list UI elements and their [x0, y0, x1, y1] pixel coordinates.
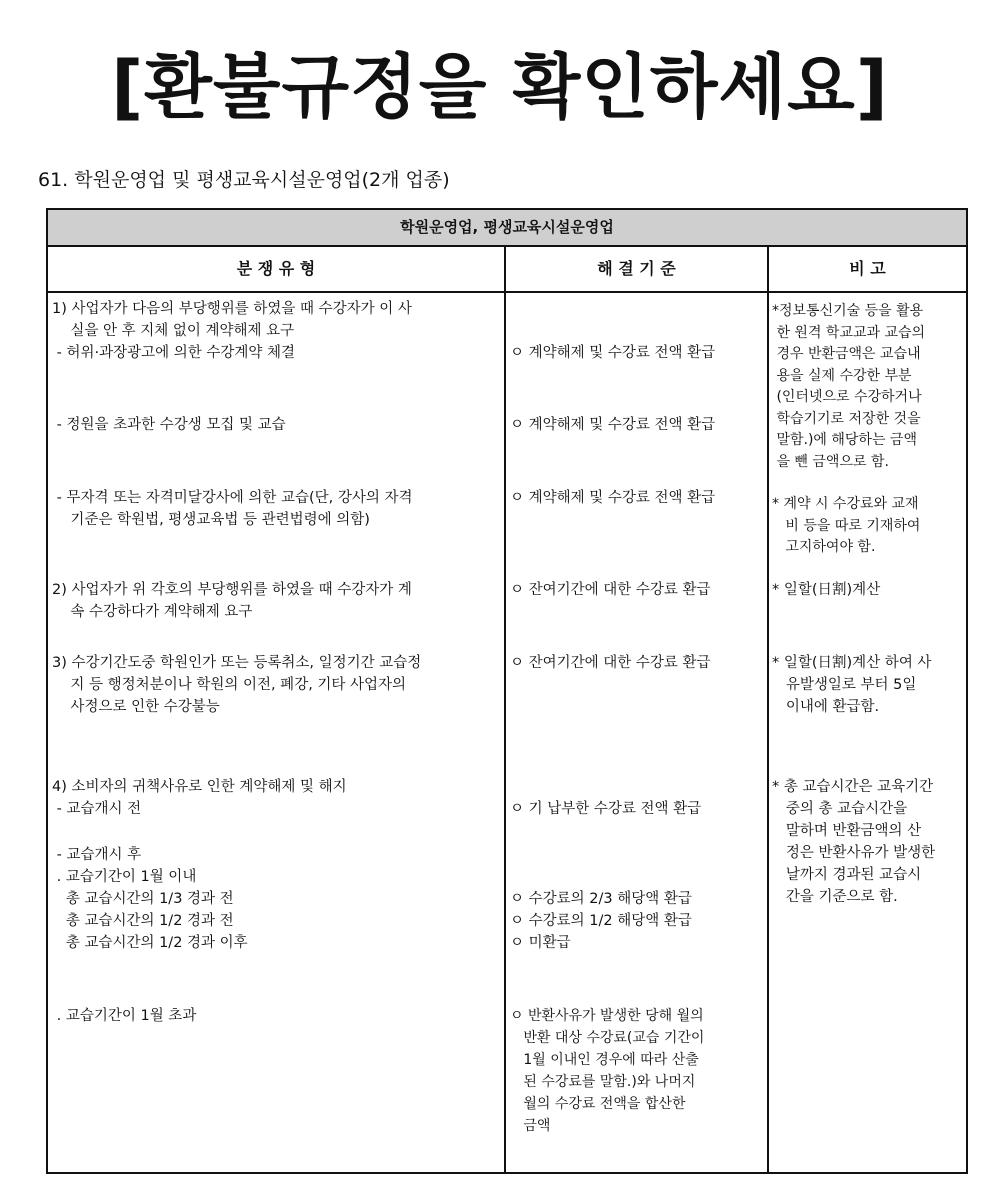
remark-contract-notice: * 계약 시 수강료와 교재 비 등을 따로 기재하여 고지하여야 함.	[772, 496, 921, 555]
resolution-row-4: ㅇ 잔여기간에 대한 수강료 환급	[510, 582, 711, 598]
resolution-within-item: ㅇ 수강료의 2/3 해당액 환급	[510, 891, 692, 907]
dispute-row-5: 3) 수강기간도중 학원인가 또는 등록취소, 일정기간 교습정 지 등 행정처분이나 학원의 이전, 폐강, 기타 사업자의 사정으로 인한 수강불능	[52, 655, 422, 715]
column-header-dispute-type: 분 쟁 유 형	[48, 247, 504, 293]
dispute-row-3: - 무자격 또는 자격미달강사에 의한 교습(단, 강사의 자격 기준은 학원법, 평생교육법 등 관련법령에 의함)	[56, 490, 413, 528]
remark-row-5: * 일할(日割)계산 하여 사 유발생일로 부터 5일 이내에 환급함.	[772, 655, 932, 715]
remark-row-6: * 총 교습시간은 교육기간 중의 총 교습시간을 말하며 반환금액의 산 정은 반환사유가 발생한 날까지 경과된 교습시 간을 기준으로 함.	[772, 779, 936, 905]
resolution-within-item: ㅇ 미환급	[510, 935, 571, 951]
column-divider	[504, 247, 506, 1172]
dispute-row-2: - 정원을 초과한 수강생 모집 및 교습	[52, 417, 286, 433]
dispute-within-item: 총 교습시간의 1/2 경과 이후	[52, 935, 248, 951]
page-title: [환불규정을 확인하세요]	[111, 46, 889, 128]
column-header-remarks: 비 고	[769, 247, 966, 293]
dispute-row-1: 1) 사업자가 다음의 부당행위를 하였을 때 수강자가 이 사 실을 안 후 지체 없이 계약해제 요구 - 허위·과장광고에 의한 수강계약 체결	[52, 301, 412, 361]
resolution-row-1: ㅇ 계약해제 및 수강료 전액 환급	[510, 345, 716, 361]
column-header-resolution: 해 결 기 준	[506, 247, 767, 293]
resolution-row-5: ㅇ 잔여기간에 대한 수강료 환급	[510, 655, 711, 671]
dispute-within-item: 총 교습시간의 1/3 경과 전	[52, 891, 234, 907]
section-subtitle: 61. 학원운영업 및 평생교육시설운영업(2개 업종)	[38, 169, 450, 191]
resolution-over-month: ㅇ 반환사유가 발생한 당해 월의 반환 대상 수강료(교습 기간이 1월 이내인 경우에 따라 산출 된 수강료를 말함.)와 나머지 월의 수강료 전액을 합산한 금액	[510, 1008, 705, 1134]
resolution-row-2: ㅇ 계약해제 및 수강료 전액 환급	[510, 417, 716, 433]
dispute-within-month: . 교습기간이 1월 이내	[52, 869, 197, 885]
column-divider	[767, 247, 769, 1172]
dispute-within-item: 총 교습시간의 1/2 경과 전	[52, 913, 234, 929]
table-header: 학원운영업, 평생교육시설운영업	[48, 210, 966, 247]
resolution-within-item: ㅇ 수강료의 1/2 해당액 환급	[510, 913, 692, 929]
refund-rules-table	[46, 208, 968, 1174]
dispute-row-4: 2) 사업자가 위 각호의 부당행위를 하였을 때 수강자가 계 속 수강하다가 계약해제 요구	[52, 582, 412, 620]
dispute-row-6-title: 4) 소비자의 귀책사유로 인한 계약해제 및 해지	[52, 779, 347, 795]
dispute-after-start: - 교습개시 후	[52, 847, 142, 863]
dispute-before-start: - 교습개시 전	[52, 801, 142, 817]
dispute-over-month: . 교습기간이 1월 초과	[52, 1008, 197, 1024]
remark-row-4: * 일할(日割)계산	[772, 582, 881, 598]
resolution-row-3: ㅇ 계약해제 및 수강료 전액 환급	[510, 490, 716, 506]
remark-online-learning: *정보통신기술 등을 활용 한 원격 학교교과 교습의 경우 반환금액은 교습내 용을 실제 수강한 부분 (인터넷으로 수강하거나 학습기기로 저장한 것을 말함.)에 해당하는 금액 을 뺀 금액으로 함.	[772, 303, 926, 470]
resolution-before-start: ㅇ 기 납부한 수강료 전액 환급	[510, 801, 702, 817]
